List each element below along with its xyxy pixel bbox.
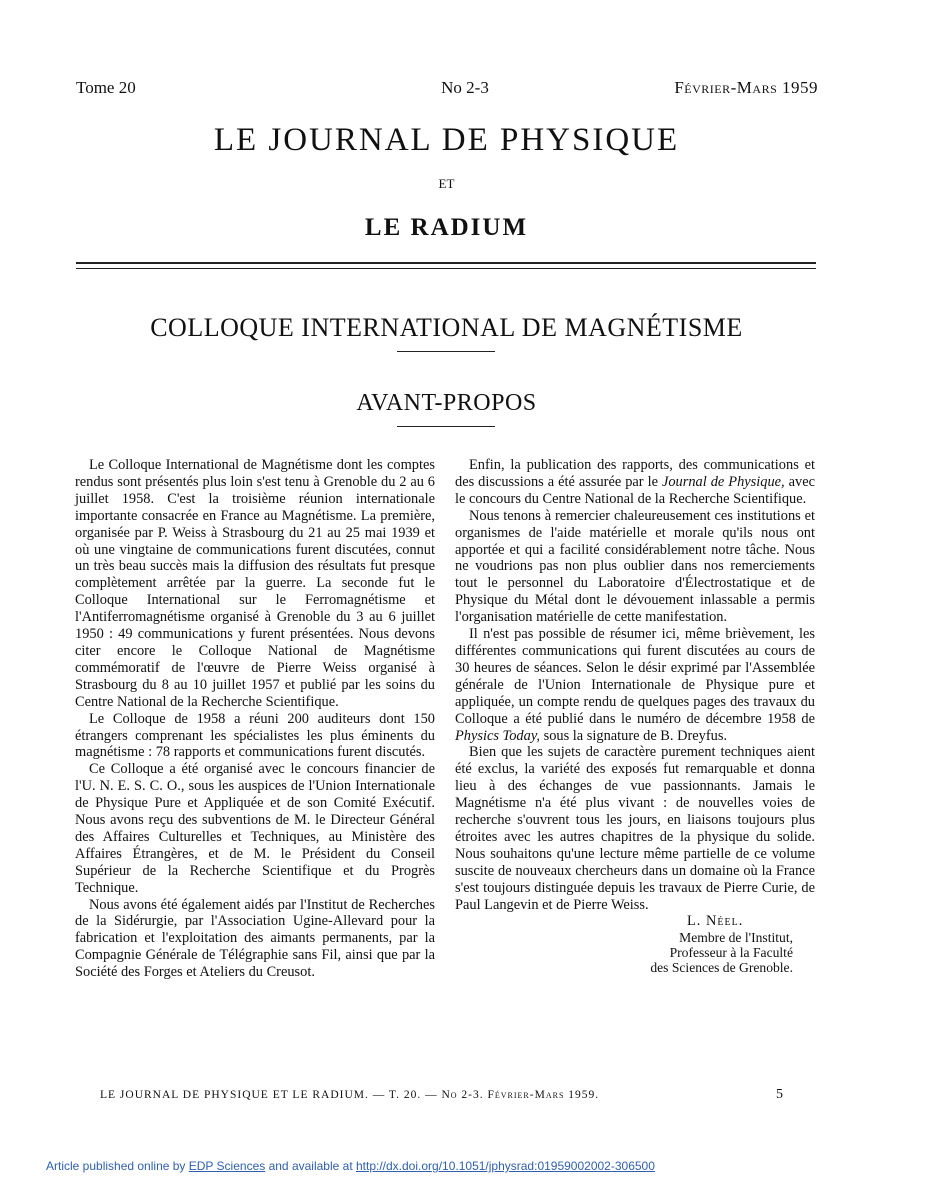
article-title: COLLOQUE INTERNATIONAL DE MAGNÉTISME: [150, 313, 743, 342]
paragraph: [455, 626, 815, 744]
publication-note: [46, 1159, 655, 1173]
paragraph: Nous avons été également aidés par l'Institut de Recherches de la Sidérurgie, par l'Association Ugine-Allevard pour la fabrication et l'exploitation des aimants permanents, par la Compagnie Générale de Télégraphie sans Fil, ainsi que par la Société des Forges et Ateliers du Creusot.: [75, 896, 435, 981]
paragraph: Nous tenons à remercier chaleureusement ces institutions et organismes de l'aide matérielle et morale qu'ils nous ont apportée et qui a facilité considérablement notre tâche. Nous ne voudrions pas non plus oublier dans nos remerciements tout le personnel du Laboratoire d'Électrostatique et de Physique du Métal dont le dévouement inlassable a permis l'organisation matérielle de cette manifestation.: [455, 507, 815, 626]
text-run: sous la signature de B. Dreyfus.: [540, 727, 728, 744]
header-issue: No 2-3: [441, 78, 489, 97]
paragraph: Ce Colloque a été organisé avec le concours financier de l'U. N. E. S. C. O., sous les auspices de l'Union Internationale de Physique Pure et Appliquée et de son Comité Exécutif. Nous avons reçu des subventions de M. le Directeur Général des Affaires Culturelles et Techniques, au Ministère des Affaires Étrangères, et de M. le Président du Conseil Supérieur de la Recherche Scientifique et du Progrès Technique.: [75, 761, 435, 896]
journal-reference: Physics Today,: [455, 727, 541, 744]
header-volume: Tome 20: [76, 78, 136, 97]
journal-subtitle: LE RADIUM: [364, 214, 529, 241]
publication-prefix: Article published online by: [46, 1159, 189, 1173]
paragraph: Le Colloque International de Magnétisme dont les comptes rendus sont présentés plus loin s'est tenu à Grenoble du 2 au 6 juillet 1958. C'est la troisième réunion internationale importante consacrée en France au Magnétisme. La première, organisée par P. Weiss à Strasbourg du 21 au 25 mai 1939 et où une vingtaine de communications furent discutées, connut un très beau succès mais la diffusion des résultats fut presque complètement arrêtée par la guerre. La seconde fut le Colloque International sur le Ferromagnétisme et l'Antiferromagnétisme organisé à Grenoble du 3 au 6 juillet 1950 : 49 communications y furent présentées. Nous devons citer encore le Colloque National de Magnétisme commémoratif de l'œuvre de Pierre Weiss organisé à Strasbourg du 8 au 10 juillet 1957 et publié par les soins du Centre National de la Recherche Scientifique.: [75, 457, 435, 710]
left-column: [75, 457, 435, 981]
journal-title: LE JOURNAL DE PHYSIQUE: [213, 122, 680, 158]
text-run: Enfin, la publication des rapports, des communications et des discussions a été assurée par le: [455, 457, 815, 490]
signature-affiliation: Membre de l'Institut,: [679, 930, 793, 946]
header-rule-thick: [76, 262, 816, 264]
title-divider: [397, 351, 495, 352]
text-run: Il n'est pas possible de résumer ici, même brièvement, les différentes communications qui furent discutées au cours de 30 heures de séances. Selon le désir exprimé par l'Assemblée générale de l'Union Internationale de Physique pure et appliquée, un compte rendu de quelques pages des travaux du Colloque a été publié dans le numéro de décembre 1958 de: [455, 626, 815, 727]
page-number: 5: [776, 1087, 783, 1102]
publisher-link[interactable]: EDP Sciences: [188, 1159, 266, 1173]
header-date: Février-Mars 1959: [674, 78, 818, 97]
doi-link[interactable]: http://dx.doi.org/10.1051/jphysrad:01959002002-306500: [355, 1159, 655, 1173]
journal-conjunction: ET: [438, 176, 455, 191]
right-column: [455, 457, 815, 975]
section-divider: [397, 426, 495, 427]
header-rule-thin: [76, 268, 816, 269]
paragraph: [455, 457, 815, 508]
paragraph: Le Colloque de 1958 a réuni 200 auditeurs dont 150 étrangers comprenant les spécialistes les plus éminents du magnétisme : 78 rapports et communications furent discutés.: [75, 710, 435, 761]
footer-citation: LE JOURNAL DE PHYSIQUE ET LE RADIUM. — T. 20. — No 2-3. Février-Mars 1959.: [100, 1089, 600, 1101]
publication-middle: and available at: [265, 1159, 356, 1173]
paragraph: Bien que les sujets de caractère purement techniques aient été exclus, la variété des exposés fut remarquable et donna lieu à des échanges de vue passionnants. Jamais le Magnétisme n'a été plus vivant : de nouvelles voies de recherche s'ouvrent tous les jours, en liaisons toujours plus étroites avec les autres chapitres de la physique du solide. Nous souhaitons qu'une lecture même partielle de ce volume suscite de nouveaux chercheurs dans un domaine où la France s'est toujours distinguée depuis les travaux de Pierre Curie, de Paul Langevin et de Pierre Weiss.: [455, 744, 815, 913]
text-run: avec le concours du Centre National de la Recherche Scientifique.: [455, 473, 815, 507]
signature-affiliation: Professeur à la Faculté: [669, 945, 793, 961]
signature-affiliation: des Sciences de Grenoble.: [650, 960, 793, 976]
signature-name: L. Néel.: [687, 913, 744, 930]
section-heading: AVANT-PROPOS: [356, 390, 537, 416]
journal-reference: Journal de Physique,: [661, 473, 785, 490]
